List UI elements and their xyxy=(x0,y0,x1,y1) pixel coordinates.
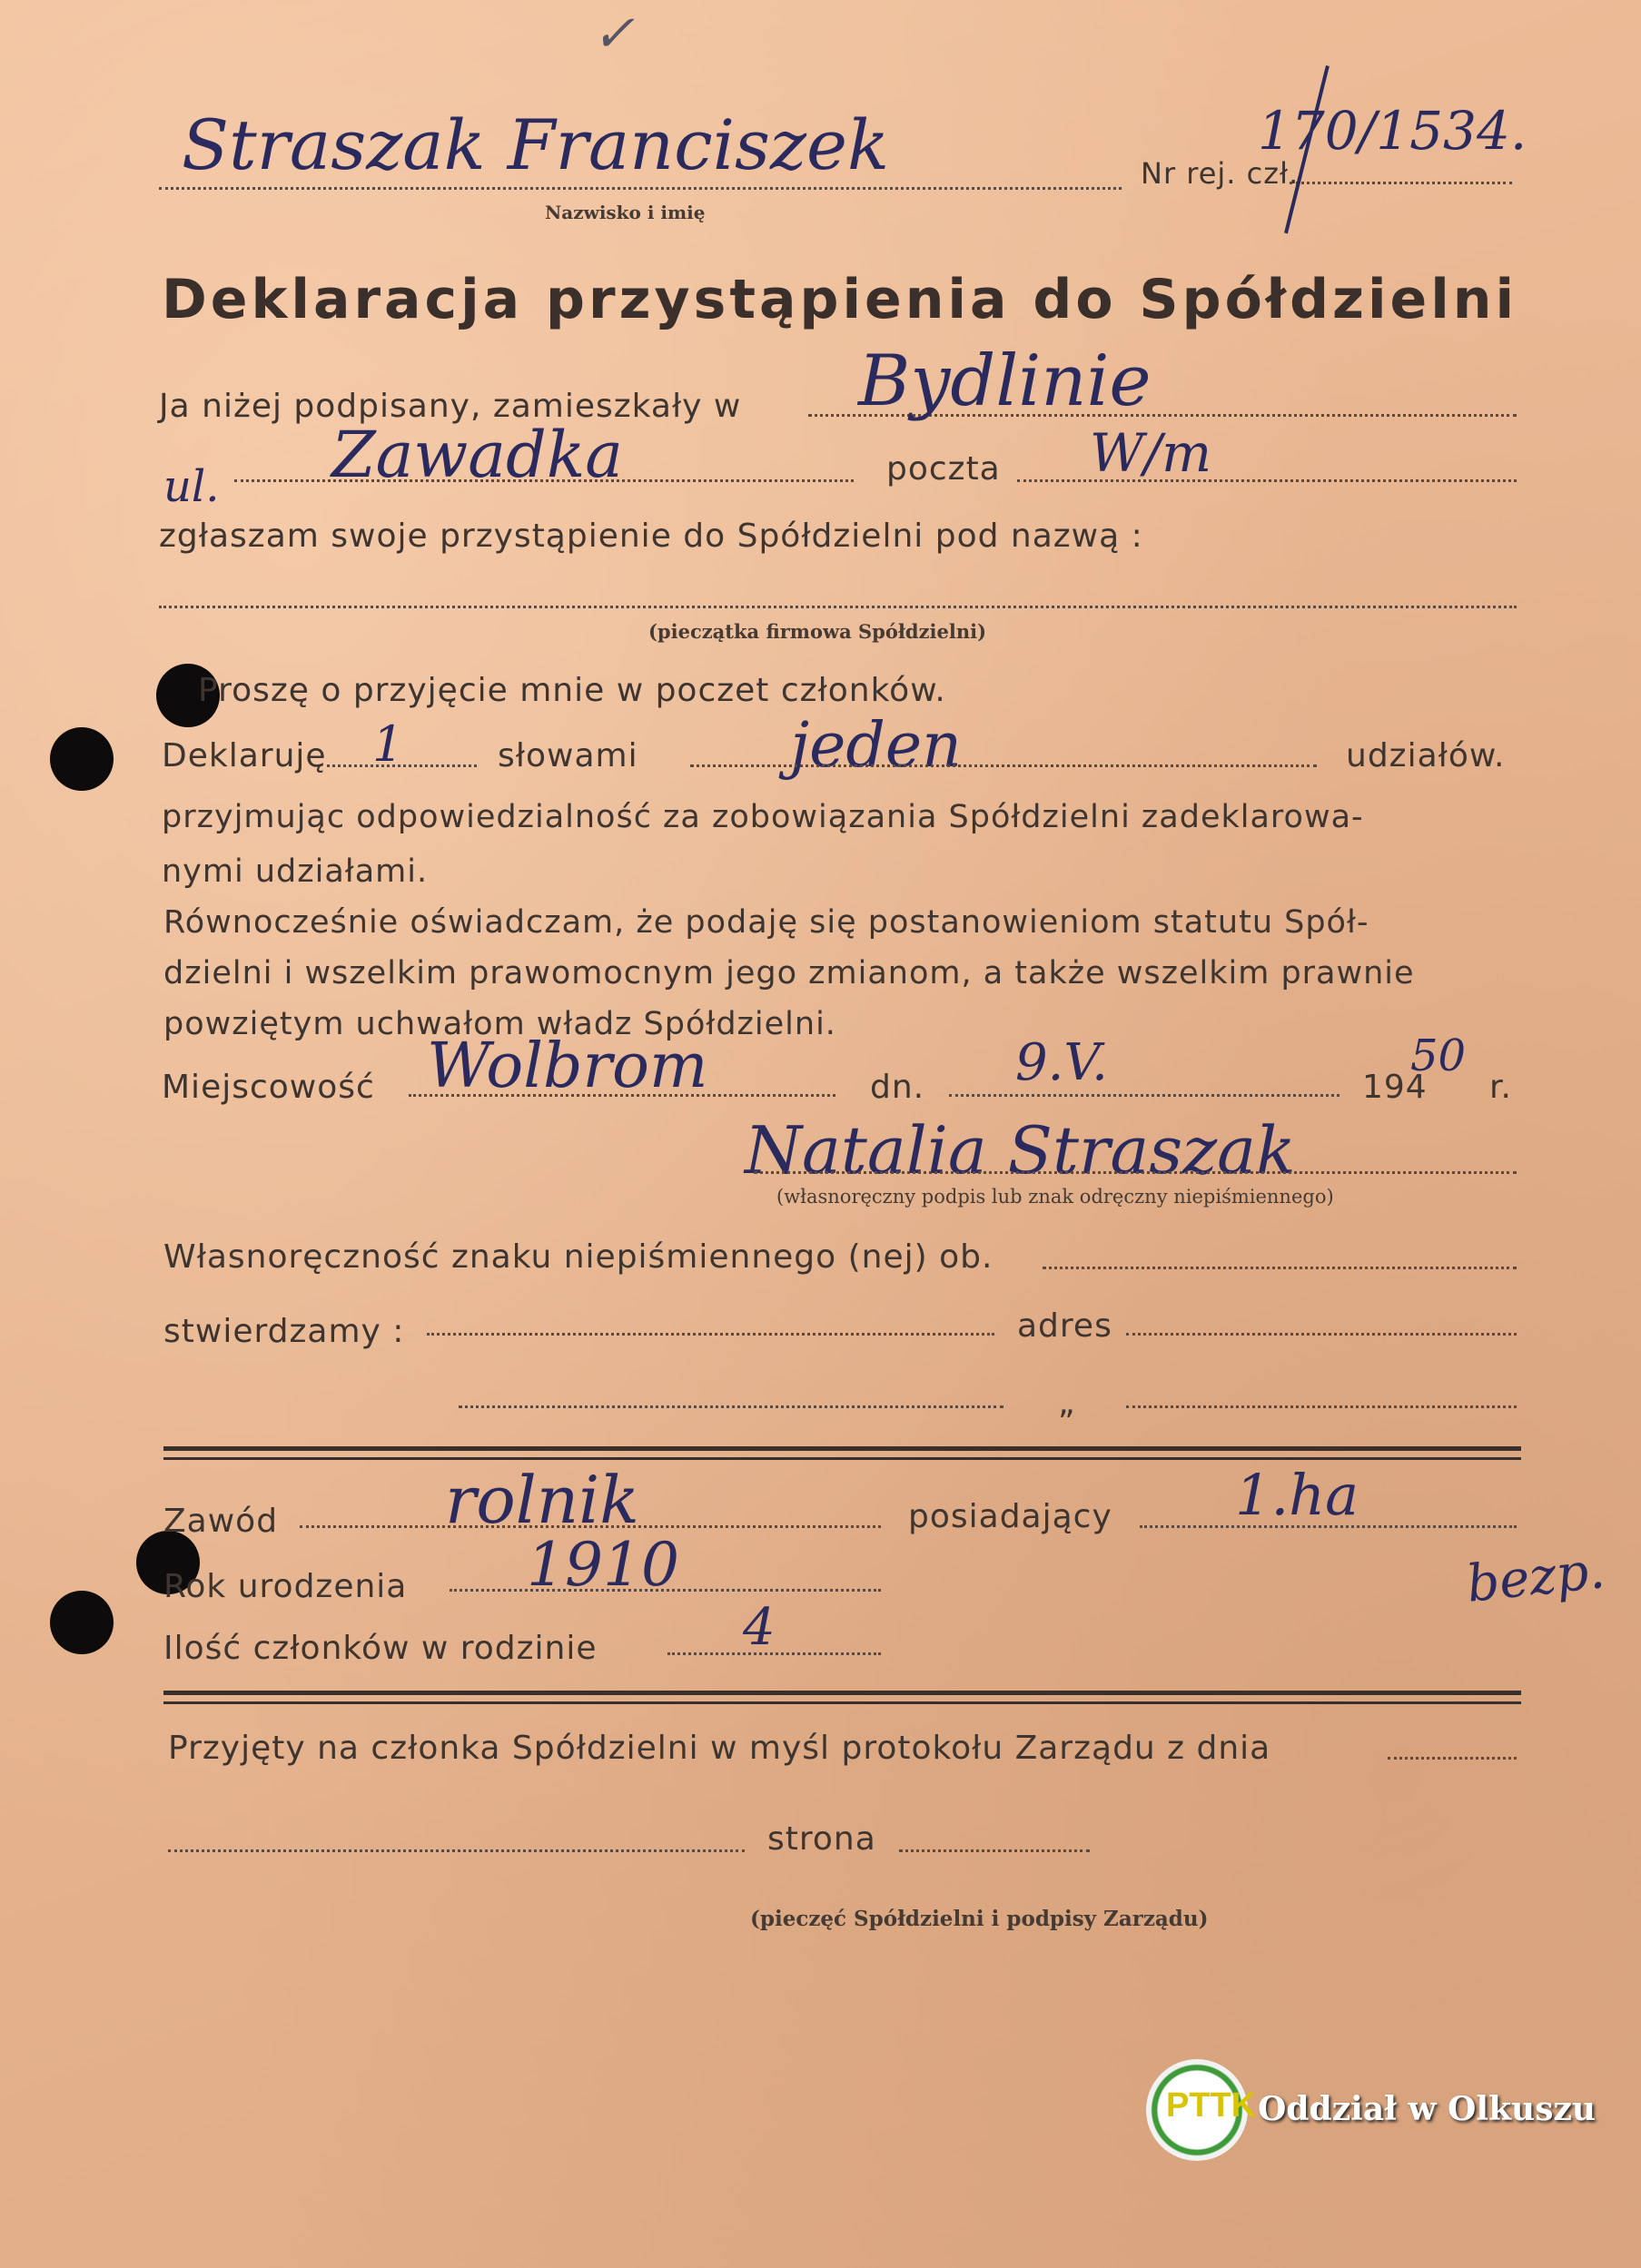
cooperative-dotted-line xyxy=(159,606,1517,608)
cooperative-label: zgłaszam swoje przystąpienie do Spółdzielni pod nazwą : xyxy=(159,518,1143,555)
birth-label: Rok urodzenia xyxy=(163,1568,408,1605)
paragraph2-line: Równocześnie oświadczam, że podaję się postanowieniom statutu Spół- xyxy=(163,904,1369,941)
address-dotted-line xyxy=(1126,1333,1517,1336)
owning-handwritten: 1.ha xyxy=(1235,1462,1359,1528)
post-handwritten: W/m xyxy=(1090,422,1212,484)
punch-hole xyxy=(50,727,114,791)
reg-dotted-line xyxy=(1290,182,1512,184)
post-label: poczta xyxy=(886,450,1001,488)
post-dotted-line xyxy=(1017,479,1517,482)
name-dotted-line xyxy=(159,187,1122,190)
street-handwritten: Zawadka xyxy=(331,418,623,492)
paragraph1-line: przyjmując odpowiedzialność za zobowiązania Spółdzielni zadeklarowa- xyxy=(162,799,1364,835)
year-handwritten: 50 xyxy=(1410,1030,1467,1081)
pttk-logo xyxy=(1146,2059,1257,2161)
year-suffix: r. xyxy=(1489,1069,1512,1106)
family-dotted-line xyxy=(667,1652,881,1655)
place-label: Miejscowość xyxy=(162,1069,375,1106)
residence-label: Ja niżej podpisany, zamieszkały w xyxy=(159,388,742,425)
name-caption: Nazwisko i imię xyxy=(545,202,706,223)
request-text: Proszę o przyjęcie mnie w poczet członków. xyxy=(198,672,946,709)
ditto-mark: „ xyxy=(1058,1385,1076,1422)
owning-label: posiadający xyxy=(908,1498,1112,1535)
family-label: Ilość członków w rodzinie xyxy=(163,1630,598,1667)
confirm-dotted-line xyxy=(427,1333,994,1336)
day-label: dn. xyxy=(870,1069,925,1106)
shares-words-handwritten: jeden xyxy=(790,710,962,782)
section-rule xyxy=(163,1701,1521,1704)
shares-count-handwritten: 1 xyxy=(372,715,404,773)
owning-dotted-line xyxy=(1140,1525,1517,1528)
acceptance-dotted-line xyxy=(1388,1757,1517,1760)
page-label: strona xyxy=(767,1820,876,1858)
paragraph2-line: dzielni i wszelkim prawomocnym jego zmianom, a także wszelkim prawnie xyxy=(163,955,1415,991)
address3-dotted-line xyxy=(1126,1405,1517,1408)
place-dotted-line xyxy=(409,1094,835,1097)
acceptance-date-dotted-line xyxy=(168,1849,745,1852)
shares-count-dotted-line xyxy=(327,764,477,767)
page-title: Deklaracja przystąpienia do Spółdzielni xyxy=(162,268,1518,331)
occupation-dotted-line xyxy=(300,1525,881,1528)
birth-dotted-line xyxy=(450,1589,881,1592)
year-prefix: 194 xyxy=(1362,1069,1428,1106)
stamp-caption: (pieczątka firmowa Spółdzielni) xyxy=(648,620,987,643)
place-handwritten: Wolbrom xyxy=(427,1030,708,1102)
village-handwritten: Bydlinie xyxy=(858,340,1152,422)
pttk-logo-text: PTTK xyxy=(1166,2086,1257,2125)
declare-label: Deklaruję xyxy=(162,737,327,774)
occupation-handwritten: rolnik xyxy=(445,1462,639,1538)
reg-label: Nr rej. czł. xyxy=(1141,156,1300,191)
street-mark: ul. xyxy=(163,461,220,512)
address-label: adres xyxy=(1017,1307,1112,1345)
witness-label: Własnoręczność znaku niepiśmiennego (nej) ob. xyxy=(163,1238,993,1276)
date-handwritten: 9.V. xyxy=(1015,1033,1108,1092)
signature-handwritten: Natalia Straszak xyxy=(745,1112,1296,1188)
paragraph2-line: powziętym uchwałom władz Spółdzielni. xyxy=(163,1006,836,1042)
signature-dotted-line xyxy=(754,1171,1517,1174)
paragraph1-line: nymi udziałami. xyxy=(162,853,429,890)
section-rule xyxy=(163,1457,1521,1460)
family-handwritten: 4 xyxy=(743,1598,776,1657)
acceptance-caption: (pieczęć Spółdzielni i podpisy Zarządu) xyxy=(750,1907,1209,1931)
words-label: słowami xyxy=(498,737,638,774)
witness-dotted-line xyxy=(1043,1267,1517,1269)
address2-dotted-line xyxy=(459,1405,1003,1408)
page-dotted-line xyxy=(899,1849,1090,1852)
acceptance-label: Przyjęty na członka Spółdzielni w myśl protokołu Zarządu z dnia xyxy=(168,1730,1271,1767)
punch-hole xyxy=(50,1591,114,1654)
watermark-text: Oddział w Olkuszu xyxy=(1258,2090,1597,2128)
reg-number-handwritten: 170/1534. xyxy=(1258,100,1527,162)
birth-handwritten: 1910 xyxy=(527,1530,679,1600)
units-label: udziałów. xyxy=(1346,737,1506,774)
signature-caption: (własnoręczny podpis lub znak odręczny niepiśmiennego) xyxy=(776,1186,1334,1208)
side-note-handwritten: bezp. xyxy=(1464,1541,1608,1614)
date-dotted-line xyxy=(949,1094,1339,1097)
name-handwritten: Straszak Franciszek xyxy=(182,104,890,185)
confirm-label: stwierdzamy : xyxy=(163,1313,405,1350)
section-rule xyxy=(163,1691,1521,1695)
shares-words-dotted-line xyxy=(690,764,1317,767)
street-dotted-line xyxy=(234,479,854,482)
section-rule xyxy=(163,1446,1521,1451)
occupation-label: Zawód xyxy=(163,1503,279,1540)
check-mark: ✓ xyxy=(592,5,635,64)
